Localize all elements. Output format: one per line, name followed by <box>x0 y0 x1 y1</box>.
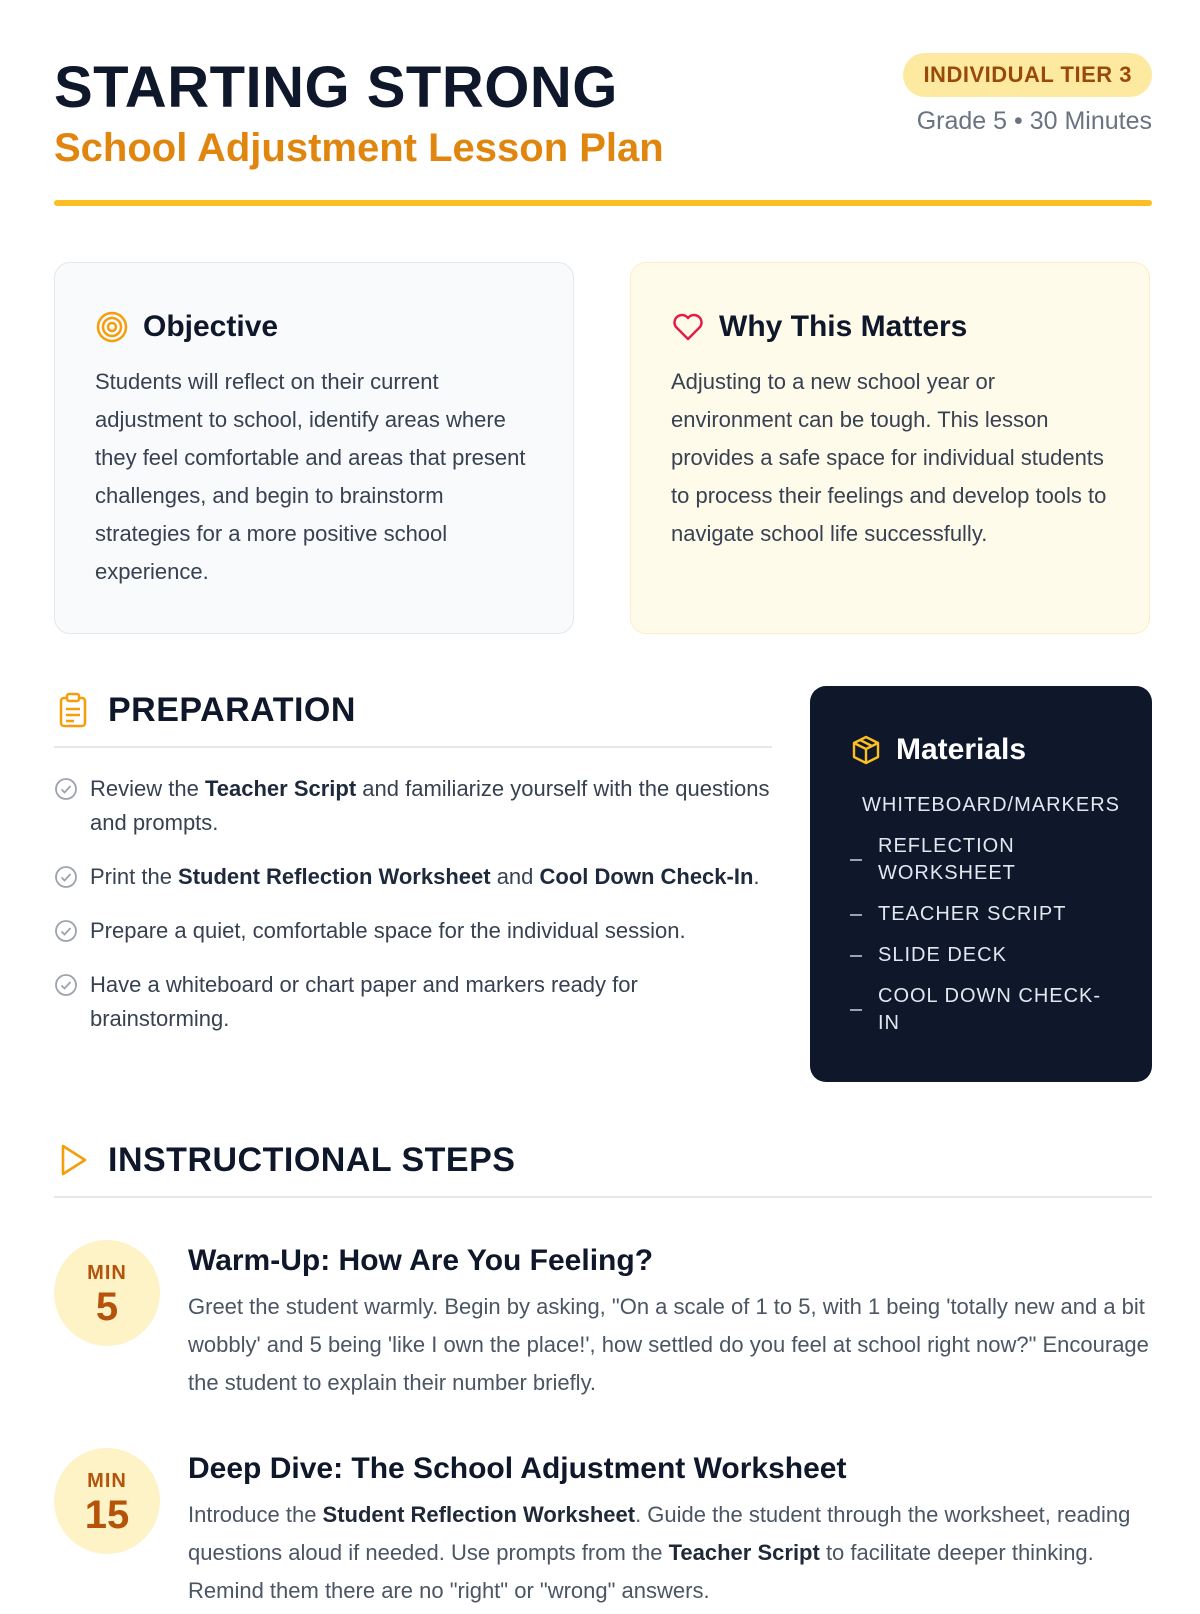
list-item <box>850 792 1126 819</box>
list-item <box>850 901 1126 928</box>
preparation-header <box>54 686 772 734</box>
minutes-label: MIN <box>87 1470 127 1492</box>
step-content <box>188 1242 1152 1402</box>
step-duration-badge <box>54 1448 160 1554</box>
material-label: WHITEBOARD/MARKERS <box>862 794 1121 816</box>
page-subtitle: School Adjustment Lesson Plan <box>54 126 664 170</box>
grade-duration-info: Grade 5 • 30 Minutes <box>916 107 1152 135</box>
step-title: Warm-Up: How Are You Feeling? <box>188 1244 654 1277</box>
clipboard-icon <box>54 691 92 729</box>
materials-card <box>810 686 1152 1082</box>
dash-icon <box>850 914 862 916</box>
why-matters-header <box>671 307 1109 347</box>
heart-icon <box>671 310 705 344</box>
preparation-section <box>54 686 772 1056</box>
list-item <box>54 860 772 894</box>
minutes-label: MIN <box>87 1262 127 1284</box>
check-circle-icon <box>54 865 78 889</box>
list-item <box>850 983 1126 1037</box>
minutes-value: 5 <box>95 1285 119 1329</box>
objective-header <box>95 307 533 347</box>
check-circle-icon <box>54 777 78 801</box>
header <box>54 0 1152 208</box>
tier-badge: INDIVIDUAL TIER 3 <box>903 53 1152 97</box>
step-content <box>188 1450 1152 1610</box>
play-icon <box>54 1141 92 1179</box>
step-description: Introduce the Student Reflection Worksheet. Guide the student through the worksheet, reading questions aloud if needed. Use prompts from the Teacher Script to facilitate deeper thinking. Remind them there are no "right" or "wrong" answers. <box>188 1502 1131 1603</box>
check-circle-icon <box>54 973 78 997</box>
dash-icon <box>850 1009 862 1011</box>
preparation-item-text: Prepare a quiet, comfortable space for the individual session. <box>90 918 686 943</box>
target-icon <box>95 310 129 344</box>
list-item <box>54 968 772 1036</box>
step-item <box>54 1406 1152 1614</box>
list-item <box>850 833 1126 887</box>
steps-title: INSTRUCTIONAL STEPS <box>108 1140 516 1179</box>
page-title: STARTING STRONG <box>54 55 618 120</box>
objective-card <box>54 262 574 634</box>
step-description: Greet the student warmly. Begin by asking, "On a scale of 1 to 5, with 1 being 'totally new and a bit wobbly' and 5 being 'like I own the place!', how settled do you feel at school right now?" Encourage the student to explain their number briefly. <box>188 1294 1149 1395</box>
material-label: REFLECTION WORKSHEET <box>878 835 1016 884</box>
preparation-item-text: Have a whiteboard or chart paper and markers ready for brainstorming. <box>90 972 638 1031</box>
materials-header <box>850 730 1126 770</box>
step-item <box>54 1198 1152 1406</box>
step-duration-badge <box>54 1240 160 1346</box>
preparation-item-text: Review the Teacher Script and familiarize yourself with the questions and prompts. <box>90 776 770 835</box>
dash-icon <box>850 955 862 957</box>
list-item <box>54 772 772 840</box>
dash-icon <box>850 859 862 861</box>
step-title: Deep Dive: The School Adjustment Worksheet <box>188 1452 847 1485</box>
check-circle-icon <box>54 919 78 943</box>
header-divider <box>54 200 1152 206</box>
preparation-list <box>54 772 772 1036</box>
objective-title: Objective <box>143 310 279 343</box>
minutes-value: 15 <box>84 1493 130 1537</box>
preparation-item-text: Print the Student Reflection Worksheet and Cool Down Check-In. <box>90 864 760 889</box>
materials-title: Materials <box>896 733 1027 766</box>
lesson-plan-page <box>54 0 1152 1603</box>
list-item <box>54 914 772 948</box>
why-matters-title: Why This Matters <box>719 310 968 343</box>
objective-text: Students will reflect on their current adjustment to school, identify areas where they feel comfortable and areas that present challenges, and begin to brainstorm strategies for a more positive school experience. <box>95 369 526 584</box>
material-label: SLIDE DECK <box>878 944 1007 966</box>
box-icon <box>850 734 882 766</box>
material-label: COOL DOWN CHECK-IN <box>878 985 1102 1034</box>
steps-header <box>54 1136 1152 1184</box>
preparation-divider <box>54 746 772 748</box>
list-item <box>850 942 1126 969</box>
material-label: TEACHER SCRIPT <box>878 903 1067 925</box>
instructional-steps-section <box>54 1136 1152 1614</box>
why-matters-card <box>630 262 1150 634</box>
preparation-title: PREPARATION <box>108 690 356 729</box>
why-matters-text: Adjusting to a new school year or environment can be tough. This lesson provides a safe space for individual students to process their feelings and develop tools to navigate school life successfully. <box>671 369 1107 546</box>
materials-list <box>850 792 1126 1037</box>
